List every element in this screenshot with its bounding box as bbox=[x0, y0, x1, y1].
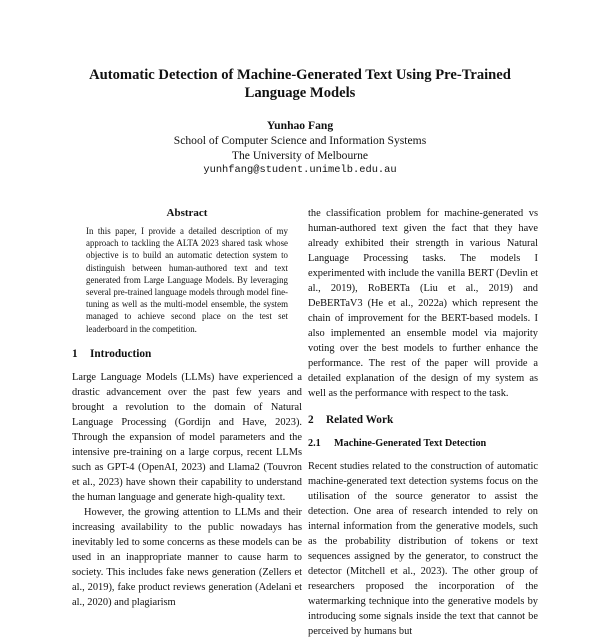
author-email: yunhfang@student.unimelb.edu.au bbox=[203, 164, 397, 176]
author-block bbox=[100, 118, 500, 178]
related-work-paragraph: Recent studies related to the construction of automatic machine-generated text detection systems focus on the utilisation of the source generator to assist the detection. One area of research intended to rely on internal information from the generative models, such as the probability distribution of tokens or text sequences assigned by the generator, to construct the detector (Mitchell et al., 2023). The other group of researchers proposed the incorporation of the watermarking technique into the generative models by introducing some signals inside the text that cannot be perceived by humans but bbox=[308, 461, 538, 637]
subsection-number: 2.1 bbox=[308, 438, 321, 449]
affiliation-school: School of Computer Science and Information Systems bbox=[173, 134, 427, 147]
right-column bbox=[308, 206, 538, 639]
section-related-work-heading bbox=[308, 413, 538, 428]
abstract-heading: Abstract bbox=[166, 207, 208, 219]
subsection-title: Machine-Generated Text Detection bbox=[334, 438, 487, 449]
author-name: Yunhao Fang bbox=[266, 119, 334, 132]
paper-title bbox=[60, 66, 540, 102]
affiliation-university: The University of Melbourne bbox=[231, 149, 369, 162]
intro-paragraph-1: Large Language Models (LLMs) have experienced a drastic advancement over the past few years and brought a revolution to the domain of Natural Language Processing (Gordijn and Have, 2023). Through the expansion of model parameters and the intensive pre-training on a large corpus, recent LLMs such as GPT-4 (OpenAI, 2023) and Llama2 (Touvron et al., 2023) have shown their capability to understand the human language and generate high-quality text. bbox=[72, 371, 302, 503]
intro-paragraph-continued: the classification problem for machine-generated vs human-authored text given the fact that they have already exhibited their strength in various Natural Language Processing tasks. The models I experimented with include the vanilla BERT (Devlin et al., 2019), RoBERTa (Liu et al., 2019) and DeBERTaV3 (He et al., 2022a) which represent the chain of improvement for the BERT-based models. I also implemented an ensemble model via majority voting over the best models to further enhance the performance. The rest of the paper will provide a detailed explanation of the design of my system as well as the performance with respect to the task. bbox=[308, 208, 538, 399]
section-number: 1 bbox=[72, 347, 78, 360]
subsection-heading bbox=[308, 436, 538, 451]
abstract-text: In this paper, I provide a detailed description of my approach to tackling the ALTA 2023 shared task whose objective is to build an automatic detection system to distinguish between human-authored text and text generated from Large Language Models. By leveraging several pre-trained language models through model fine-tuning as well as the multi-model ensemble, the system managed to achieve second place on the test set leaderboard in the competition. bbox=[86, 226, 288, 334]
section-title: Introduction bbox=[90, 347, 152, 360]
section-title: Related Work bbox=[326, 414, 394, 426]
title-line-2: Language Models bbox=[244, 85, 356, 101]
left-column bbox=[72, 206, 302, 610]
section-introduction-heading bbox=[72, 347, 302, 362]
section-number: 2 bbox=[308, 414, 314, 426]
intro-paragraph-2: However, the growing attention to LLMs and their increasing availability to the public nowadays has inevitably led to some concerns as these models can be used in an inappropriate manner to cause harm to society. This includes fake news generation (Zellers et al., 2019), fake product reviews generation (Adelani et al., 2020) and plagiarism bbox=[72, 506, 302, 608]
title-line-1: Automatic Detection of Machine-Generated Text Using Pre-Trained bbox=[89, 67, 511, 83]
